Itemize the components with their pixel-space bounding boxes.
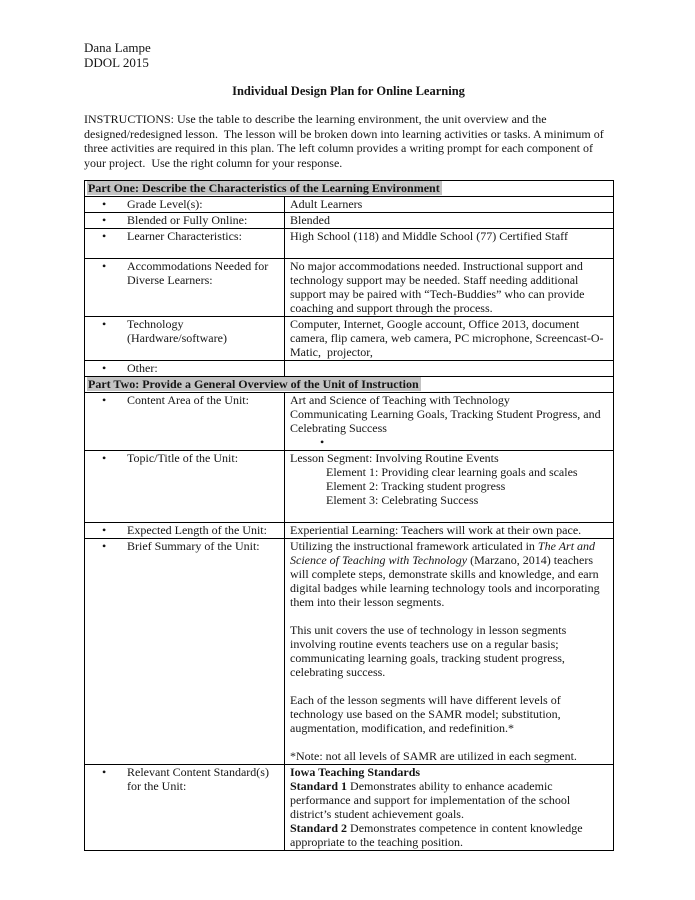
response-blended-or-online [285, 213, 614, 229]
response-expected-length [285, 523, 614, 539]
prompt-label: Blended or Fully Online: [127, 213, 248, 227]
row-accommodations [85, 259, 614, 317]
prompt-label: Relevant Content Standard(s) for the Unit: [127, 765, 272, 793]
response-text-line: Art and Science of Teaching with Technology [290, 393, 510, 407]
instructions-text: INSTRUCTIONS: Use the table to describe the learning environment, the unit overview and the designed/redesigned lesson. The lesson will be broken down into learning activities or tasks. A minimum of three activities are required in this plan. The left column provides a writing prompt for each component of your project. Use the right column for your response. [84, 112, 607, 170]
response-text: Computer, Internet, Google account, Office 2013, document camera, flip camera, web camera, PC microphone, Screencast-O-Matic, projector, [290, 317, 604, 359]
summary-note: *Note: not all levels of SAMR are utilized in each segment. [290, 749, 577, 763]
response-learner-characteristics [285, 229, 614, 259]
response-topic-title [285, 451, 614, 523]
summary-paragraph-1 [290, 539, 608, 609]
blank-line [290, 609, 608, 623]
bullet-marker: • [102, 361, 107, 375]
author-name: Dana Lampe [84, 40, 151, 55]
element-line: Element 3: Celebrating Success [326, 493, 479, 507]
summary-text: (Marzano, 2014) teachers will complete steps, demonstrate skills and knowledge, and earn digital badges while learning technology tools and incorporating them into their lesson segments. [290, 553, 603, 609]
document-title: Individual Design Plan for Online Learning [232, 84, 465, 98]
row-learner-characteristics [85, 229, 614, 259]
bullet-marker: • [102, 451, 107, 465]
prompt-label: Technology (Hardware/software) [127, 317, 227, 345]
lesson-segment-line: Lesson Segment: Involving Routine Events [290, 451, 499, 465]
prompt-label: Other: [127, 361, 158, 375]
prompt-technology [85, 317, 285, 361]
prompt-label: Learner Characteristics: [127, 229, 242, 243]
prompt-brief-summary [85, 539, 285, 765]
section-heading-highlight: Part One: Describe the Characteristics of the Learning Environment [88, 181, 440, 195]
prompt-label: Grade Level(s): [127, 197, 203, 211]
row-content-area [85, 393, 614, 451]
element-line: Element 2: Tracking student progress [326, 479, 506, 493]
standard-2 [290, 821, 608, 849]
standard-1-text: Demonstrates ability to enhance academic performance and support for implementation of the school district’s student achievement goals. [290, 779, 574, 821]
row-other [85, 361, 614, 377]
blank-line [290, 243, 608, 257]
response-content-area [285, 393, 614, 451]
empty-bullet-item [290, 435, 608, 449]
bullet-marker: • [102, 317, 107, 331]
row-grade-level [85, 197, 614, 213]
response-brief-summary [285, 539, 614, 765]
response-content-standards [285, 765, 614, 851]
summary-paragraph-3: Each of the lesson segments will have different levels of technology use based on the SAMR model; substitution, augmentation, modification, and redefinition.* [290, 693, 564, 735]
summary-text: Utilizing the instructional framework articulated in [290, 539, 538, 553]
prompt-label: Topic/Title of the Unit: [127, 451, 239, 465]
prompt-content-standards [85, 765, 285, 851]
standard-1 [290, 779, 608, 821]
response-text: High School (118) and Middle School (77) Certified Staff [290, 229, 568, 243]
bullet-marker: • [102, 229, 107, 243]
section-heading-part-two [85, 377, 614, 393]
response-text: Blended [290, 213, 330, 227]
response-grade-level [285, 197, 614, 213]
blank-line [290, 679, 608, 693]
response-other [285, 361, 614, 377]
prompt-accommodations [85, 259, 285, 317]
prompt-other [85, 361, 285, 377]
standard-2-text: Demonstrates competence in content knowledge appropriate to the teaching position. [290, 821, 586, 849]
blank-line [290, 735, 608, 749]
response-accommodations [285, 259, 614, 317]
bullet-marker: • [102, 259, 107, 273]
bullet-marker: • [102, 523, 107, 537]
element-line: Element 1: Providing clear learning goals and scales [326, 465, 578, 479]
standard-2-label: Standard 2 [290, 821, 348, 835]
section-row-part-one [85, 181, 614, 197]
prompt-label: Expected Length of the Unit: [127, 523, 267, 537]
response-text: Adult Learners [290, 197, 363, 211]
bullet-marker: • [320, 435, 325, 449]
blank-line [290, 507, 608, 521]
row-brief-summary [85, 539, 614, 765]
bullet-marker: • [102, 393, 107, 407]
standard-1-label: Standard 1 [290, 779, 348, 793]
prompt-label: Brief Summary of the Unit: [127, 539, 260, 553]
prompt-label: Content Area of the Unit: [127, 393, 249, 407]
standards-title: Iowa Teaching Standards [290, 765, 421, 779]
section-row-part-two [85, 377, 614, 393]
prompt-expected-length [85, 523, 285, 539]
row-blended-or-online [85, 213, 614, 229]
bullet-marker: • [102, 213, 107, 227]
response-text: Experiential Learning: Teachers will work at their own pace. [290, 523, 582, 537]
section-heading-highlight: Part Two: Provide a General Overview of the Unit of Instruction [88, 377, 419, 391]
summary-paragraph-2: This unit covers the use of technology in lesson segments involving routine events teachers use on a regular basis; communicating learning goals, tracking student progress, celebrating success. [290, 623, 570, 679]
prompt-grade-level [85, 197, 285, 213]
prompt-blended-or-online [85, 213, 285, 229]
prompt-topic-title [85, 451, 285, 523]
section-heading-part-one [85, 181, 614, 197]
bullet-marker: • [102, 765, 107, 779]
row-technology [85, 317, 614, 361]
prompt-learner-characteristics [85, 229, 285, 259]
row-topic-title [85, 451, 614, 523]
response-text: No major accommodations needed. Instructional support and technology support may be needed. Staff needing additional support may be paired with “Tech-Buddies” who can provide coaching and support through the process. [290, 259, 588, 315]
design-plan-table [84, 180, 614, 851]
response-technology [285, 317, 614, 361]
prompt-content-area [85, 393, 285, 451]
author-block [84, 40, 613, 70]
prompt-label: Accommodations Needed for Diverse Learners: [127, 259, 272, 287]
bullet-marker: • [102, 539, 107, 553]
book-title-italic: The Art and Science of Teaching with Technology [290, 539, 599, 567]
bullet-marker: • [102, 197, 107, 211]
course-code: DDOL 2015 [84, 55, 149, 70]
row-content-standards [85, 765, 614, 851]
response-text-line: Communicating Learning Goals, Tracking Student Progress, and Celebrating Success [290, 407, 604, 435]
row-expected-length [85, 523, 614, 539]
